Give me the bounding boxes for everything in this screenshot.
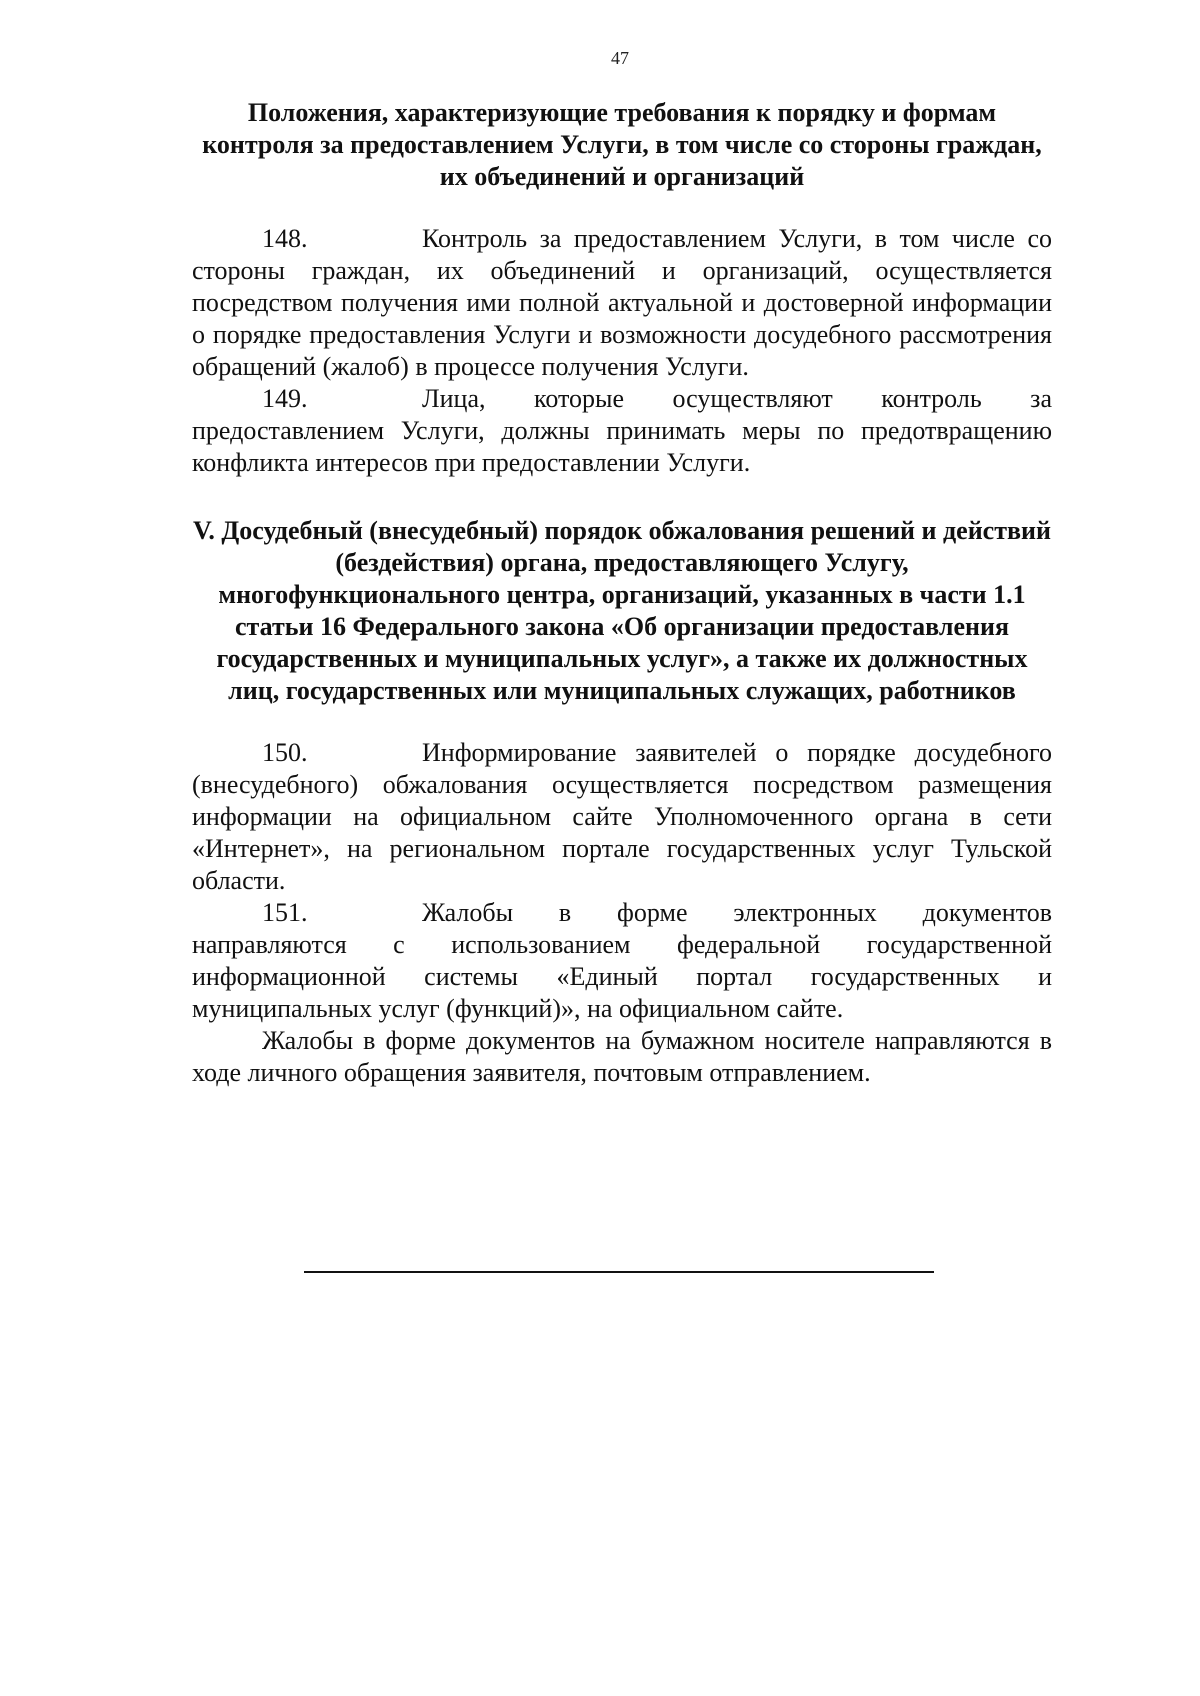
paragraph-number: 148. xyxy=(262,224,308,253)
paragraph-148 xyxy=(192,223,1052,383)
document-body xyxy=(192,97,1052,1089)
paragraph-150 xyxy=(192,737,1052,897)
paragraph-text: Жалобы в форме электронных документов направляются с использованием федеральной государственной информационной системы «Единый портал государственных и муниципальных услуг (функций)», на официальном сайте. xyxy=(192,898,1052,1023)
paragraph-text: Контроль за предоставлением Услуги, в том числе со стороны граждан, их объединений и организаций, осуществляется посредством получения ими полной актуальной и достоверной информации о порядке предоставления Услуги и возможности досудебного рассмотрения обращений (жалоб) в процессе получения Услуги. xyxy=(192,224,1052,381)
paragraph-149 xyxy=(192,383,1052,479)
paragraph-number: 150. xyxy=(262,738,308,767)
spacer xyxy=(192,193,1052,223)
section-heading-appeal: V. Досудебный (внесудебный) порядок обжалования решений и действий (бездействия) органа, предоставляющего Услугу, многофункционального центра, организаций, указанных в части 1.1 статьи 16 Федерального закона «Об организации предоставления государственных и муниципальных услуг», а также их должностных лиц, государственных или муниципальных служащих, работников xyxy=(192,516,1051,705)
paragraph-151 xyxy=(192,897,1052,1025)
paragraph-text: Лица, которые осуществляют контроль за предоставлением Услуги, должны принимать меры по предотвращению конфликта интересов при предоставлении Услуги. xyxy=(192,384,1052,477)
paragraph-number: 149. xyxy=(262,384,308,413)
paragraph-number: 151. xyxy=(262,898,308,927)
paragraph-text: Информирование заявителей о порядке досудебного (внесудебного) обжалования осуществляется посредством размещения информации на официальном сайте Уполномоченного органа в сети «Интернет», на региональном портале государственных услуг Тульской области. xyxy=(192,738,1052,895)
paragraph-151-continued: Жалобы в форме документов на бумажном носителе направляются в ходе личного обращения заявителя, почтовым отправлением. xyxy=(192,1026,1052,1087)
end-rule-divider xyxy=(304,1271,934,1273)
section-heading-control: Положения, характеризующие требования к порядку и формам контроля за предоставлением Услуги, в том числе со стороны граждан, их объединений и организаций xyxy=(202,98,1042,191)
spacer xyxy=(192,479,1052,515)
page-number: 47 xyxy=(611,48,629,68)
spacer xyxy=(192,707,1052,737)
